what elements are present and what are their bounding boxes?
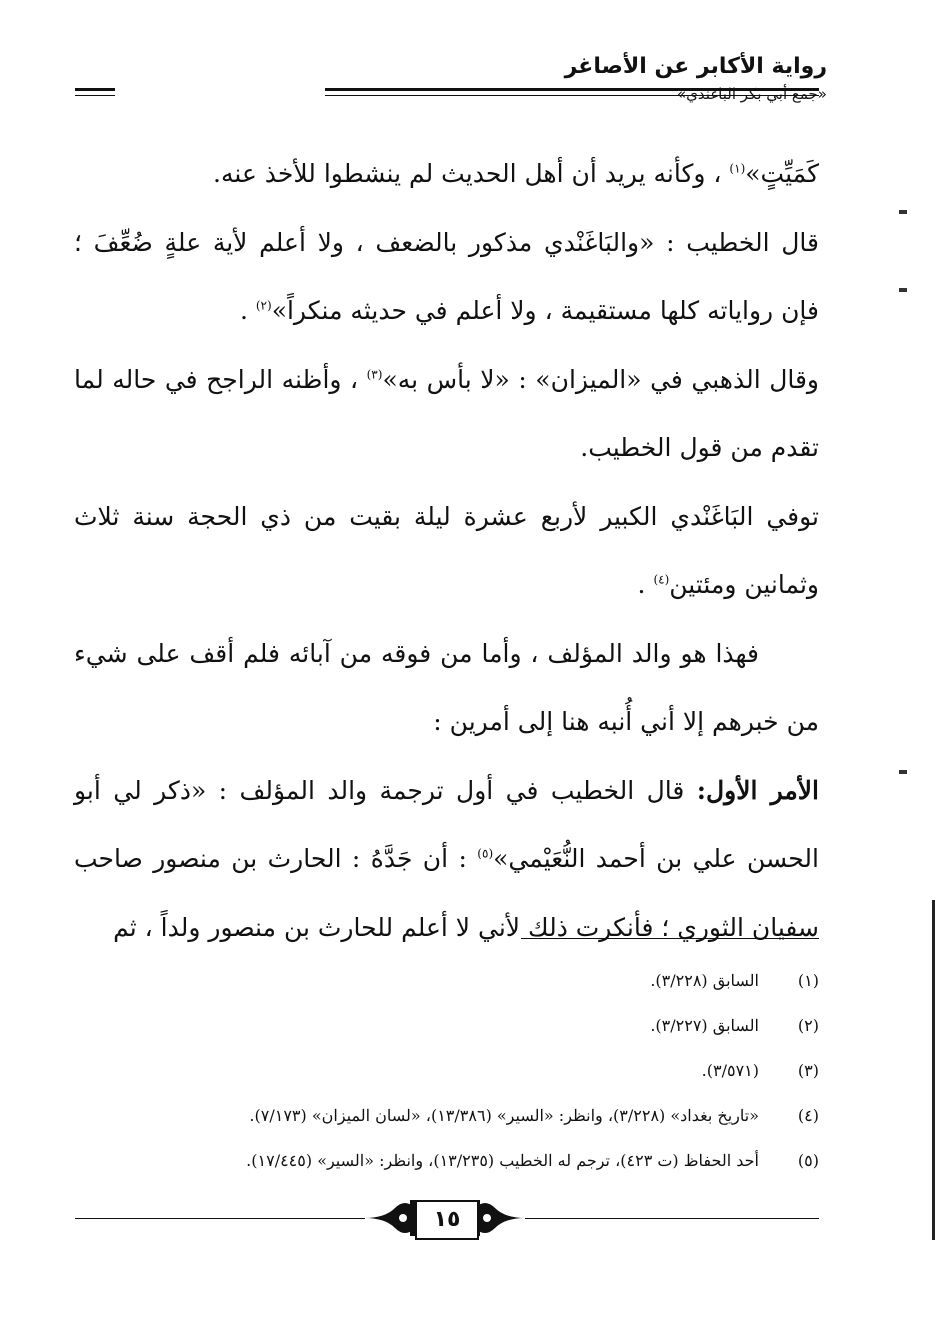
footnote-text: السابق (٣/٢٢٧). [650, 1016, 759, 1035]
footnote-3 [59, 1048, 819, 1093]
footnote-separator [521, 938, 819, 939]
footnote-ref-4: (٤) [653, 572, 670, 587]
footnote-text: (٣/٥٧١). [701, 1061, 759, 1080]
scan-tick-mark [899, 770, 907, 774]
footnotes [59, 958, 819, 1183]
scan-tick-mark [899, 210, 907, 214]
footnote-number: (١) [797, 971, 819, 990]
footer-rule-left [75, 1218, 365, 1219]
p2-text-b: . [239, 296, 256, 325]
footer-rule-right [525, 1218, 819, 1219]
footnote-text: «تاريخ بغداد» (٣/٢٢٨)، وانظر: «السير» (١٣/٣٨٦)، «لسان الميزان» (٧/١٧٣). [249, 1106, 759, 1125]
main-text [74, 140, 819, 962]
paragraph-1 [74, 140, 819, 209]
p1-text-b: ، وكأنه يريد أن أهل الحديث لم ينشطوا للأخذ عنه. [213, 159, 730, 188]
scan-tick-mark [899, 288, 907, 292]
p4-text-b: . [637, 570, 654, 599]
paragraph-2 [74, 209, 819, 346]
p2-text-a: قال الخطيب : «والبَاغَنْدي مذكور بالضعف ، ولا أعلم لأية علةٍ ضُعِّفَ ؛ فإن رواياته كلها مستقيمة ، ولا أعلم في حديثه منكراً» [74, 227, 819, 325]
footnote-ref-1: (١) [729, 161, 746, 176]
footnote-text: أحد الحفاظ (ت ٤٢٣)، ترجم له الخطيب (١٣/٢٣٥)، وانظر: «السير» (١٧/٤٤٥). [246, 1151, 759, 1170]
header-rule [325, 88, 819, 91]
paragraph-3 [74, 346, 819, 483]
paragraph-6 [74, 757, 819, 963]
p3-text-a: وقال الذهبي في «الميزان» : «لا بأس به» [382, 364, 819, 394]
paragraph-4 [74, 483, 819, 620]
scan-edge-mark [932, 900, 935, 1240]
p1-text-a: كَمَيِّتٍ» [745, 159, 819, 188]
footnote-number: (٤) [797, 1106, 819, 1125]
header-rule-short [75, 88, 115, 91]
footnote-1 [59, 958, 819, 1003]
running-header [564, 52, 827, 104]
footnote-5 [59, 1138, 819, 1183]
footnote-ref-2: (٢) [255, 298, 272, 313]
p3-text-b: ، وأظنه الراجح في حاله لما تقدم من قول الخطيب. [74, 364, 819, 462]
footnote-number: (٣) [797, 1061, 819, 1080]
p5-text: فهذا هو والد المؤلف ، وأما من فوقه من آبائه فلم أقف على شيء من خبرهم إلا أني أُنبه هنا إلى أمرين : [74, 638, 819, 736]
book-subtitle: «جمع أبي بكر الباغندي» [677, 85, 827, 103]
footnote-number: (٥) [797, 1151, 819, 1170]
footnote-ref-3: (٣) [366, 367, 383, 382]
footnote-number: (٢) [797, 1016, 819, 1035]
p6-lead: الأمر الأول: [696, 775, 819, 805]
footnote-text: السابق (٣/٢٢٨). [650, 971, 759, 990]
paragraph-5 [74, 620, 819, 757]
p6-text-b: : أن جَدَّهُ : الحارث بن منصور صاحب سفيان الثوري ؛ فأنكرت ذلك لأني لا أعلم للحارث بن منصور ولداً ، ثم [74, 844, 819, 942]
p6-text-a: قال الخطيب في أول ترجمة والد المؤلف : «ذكر لي أبو الحسن علي بن أحمد النُّعَيْمي» [74, 775, 819, 873]
footnote-4 [59, 1093, 819, 1138]
book-title: رواية الأكابر عن الأصاغر [564, 54, 827, 79]
p4-text-a: توفي البَاغَنْدي الكبير لأربع عشرة ليلة بقيت من ذي الحجة سنة ثلاث وثمانين ومئتين [74, 501, 819, 599]
page-number: ١٥ [415, 1200, 479, 1240]
footnote-2 [59, 1003, 819, 1048]
footnote-ref-5: (٥) [477, 846, 494, 861]
